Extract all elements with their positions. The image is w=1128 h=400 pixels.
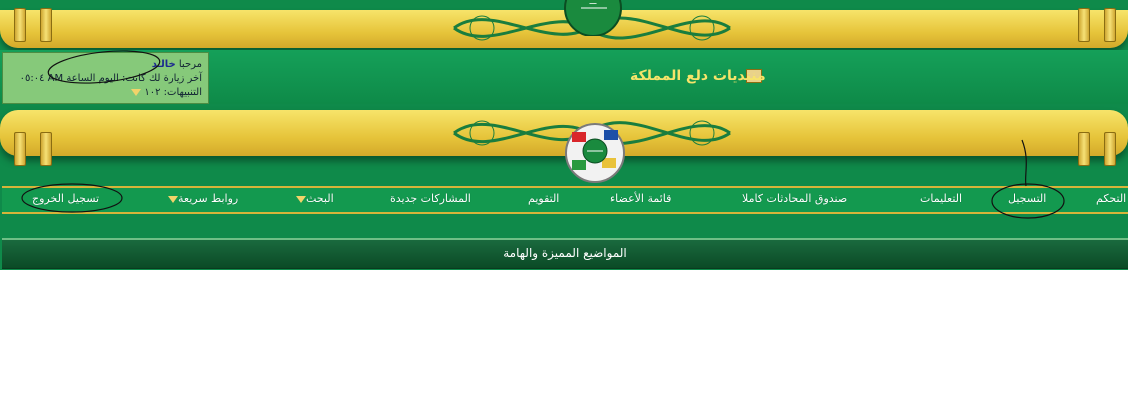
nav-item-register[interactable]: التسجيل <box>1008 192 1047 205</box>
nav-item-calendar[interactable]: التقويم <box>528 192 560 205</box>
greeting-text: مرحبا <box>178 59 202 70</box>
site-title[interactable]: منتديات دلع المملكة <box>630 68 766 84</box>
nav-item-members-list[interactable]: قائمة الأعضاء <box>610 192 672 205</box>
nav-item-search-label: البحث <box>306 192 334 205</box>
nav-item-chatbox[interactable]: صندوق المحادثات كاملا <box>742 192 848 205</box>
nav-item-control-panel[interactable]: التحكم <box>1096 192 1127 205</box>
nav-item-quick-links-label: روابط سريعة <box>178 192 239 205</box>
nav-item-new-posts[interactable]: المشاركات جديدة <box>390 192 471 205</box>
username-link[interactable]: خالـد <box>151 59 176 70</box>
nav-item-help[interactable]: التعليمات <box>920 192 963 205</box>
svg-text:ـــ: ـــ <box>589 0 597 6</box>
nav-item-logout[interactable]: تسجيل الخروج <box>32 192 100 205</box>
last-visit-text: آخر زيارة لك كانت: اليوم الساعة AM ٠٥:٠٤ <box>19 73 202 84</box>
notifications-text: التنبيهات: ١٠٢ <box>144 87 202 98</box>
featured-topics-title[interactable]: المواضيع المميزة والهامة <box>503 246 627 260</box>
